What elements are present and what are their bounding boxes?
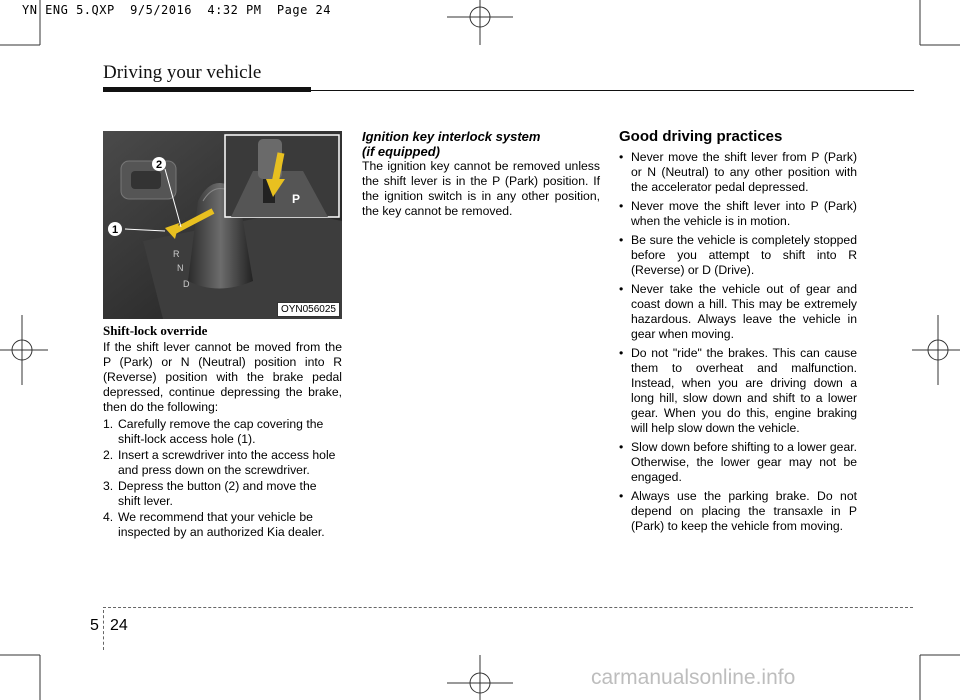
step-item — [103, 448, 342, 478]
bullet: • — [619, 150, 624, 164]
step-number: 1. — [103, 417, 114, 431]
footer-rule — [103, 607, 913, 608]
list-item — [619, 282, 857, 342]
bullet: • — [619, 489, 624, 503]
shift-lock-heading: Shift-lock override — [103, 323, 208, 338]
list-item — [619, 199, 857, 229]
list-item-text: Never move the shift lever into P (Park) when the vehicle is in motion. — [631, 199, 857, 228]
step-number: 3. — [103, 479, 114, 493]
list-item-text: Always use the parking brake. Do not depend on placing the transaxle in P (Park) to keep the vehicle from moving. — [631, 489, 857, 533]
section-title: Driving your vehicle — [103, 62, 262, 83]
list-item-text: Be sure the vehicle is completely stopped before you attempt to shift into R (Reverse) or D (Drive). — [631, 233, 857, 277]
step-text: We recommend that your vehicle be inspected by an authorized Kia dealer. — [118, 510, 325, 539]
callout-1: 1 — [111, 224, 119, 236]
list-item-text: Do not "ride" the brakes. This can cause them to overheat and malfunction. Instead, when you are driving down a long hill, slow down and shift to a lower gear. When you do this, engine braking will help slow down the vehicle. — [631, 346, 857, 435]
gear-letter-r: R — [173, 249, 180, 259]
watermark: carmanualsonline.info — [591, 666, 796, 689]
bullet: • — [619, 440, 624, 454]
step-item — [103, 479, 342, 509]
bullet: • — [619, 199, 624, 213]
list-item — [619, 233, 857, 278]
step-number: 2. — [103, 448, 114, 462]
gear-letter-d: D — [183, 279, 190, 289]
list-item — [619, 150, 857, 195]
gear-letter-n: N — [177, 263, 184, 273]
shift-lever-figure — [103, 131, 342, 319]
bullet: • — [619, 233, 624, 247]
interlock-body: The ignition key cannot be removed unless the shift lever is in the P (Park) position. If the ignition switch is in any other position, the key cannot be removed. — [362, 159, 600, 218]
inset-park-letter: P — [292, 192, 301, 206]
step-item — [103, 417, 342, 447]
step-number: 4. — [103, 510, 114, 524]
bullet: • — [619, 282, 624, 296]
step-text: Carefully remove the cap covering the shift-lock access hole (1). — [118, 417, 324, 446]
left-column — [103, 323, 342, 541]
shift-lever-illustration — [103, 131, 342, 319]
right-column — [619, 129, 857, 538]
figure-code: OYN056025 — [277, 302, 340, 317]
inset-detail — [225, 135, 339, 217]
shift-lock-steps — [103, 417, 342, 540]
header-rule — [311, 90, 914, 91]
list-item — [619, 440, 857, 485]
shift-lock-intro: If the shift lever cannot be moved from the P (Park) or N (Neutral) position into R (Reverse) position with the brake pedal depressed, continue depressing the brake, then do the following: — [103, 340, 342, 414]
interlock-heading-line2: (if equipped) — [362, 144, 440, 159]
list-item-text: Never take the vehicle out of gear and coast down a hill. This may be extremely hazardous. Always leave the vehicle in gear when moving. — [631, 282, 857, 341]
interlock-heading — [362, 129, 600, 159]
chapter-number: 5 — [90, 617, 99, 634]
step-item — [103, 510, 342, 540]
list-item-text: Slow down before shifting to a lower gear. Otherwise, the lower gear may not be engaged. — [631, 440, 857, 484]
list-item — [619, 489, 857, 534]
good-practices-list — [619, 150, 857, 534]
middle-column — [362, 129, 600, 219]
list-item-text: Never move the shift lever from P (Park) or N (Neutral) to any other position with the accelerator pedal depressed. — [631, 150, 857, 194]
print-slug: YN ENG 5.QXP 9/5/2016 4:32 PM Page 24 — [22, 3, 331, 17]
step-text: Insert a screwdriver into the access hole and press down on the screwdriver. — [118, 448, 336, 477]
header-bar — [103, 87, 311, 92]
list-item — [619, 346, 857, 436]
page-number: 24 — [110, 617, 128, 634]
bullet: • — [619, 346, 624, 360]
good-practices-heading: Good driving practices — [619, 128, 783, 145]
callout-2: 2 — [155, 159, 163, 171]
footer-divider — [103, 610, 105, 650]
interlock-heading-line1: Ignition key interlock system — [362, 129, 541, 144]
step-text: Depress the button (2) and move the shift lever. — [118, 479, 317, 508]
